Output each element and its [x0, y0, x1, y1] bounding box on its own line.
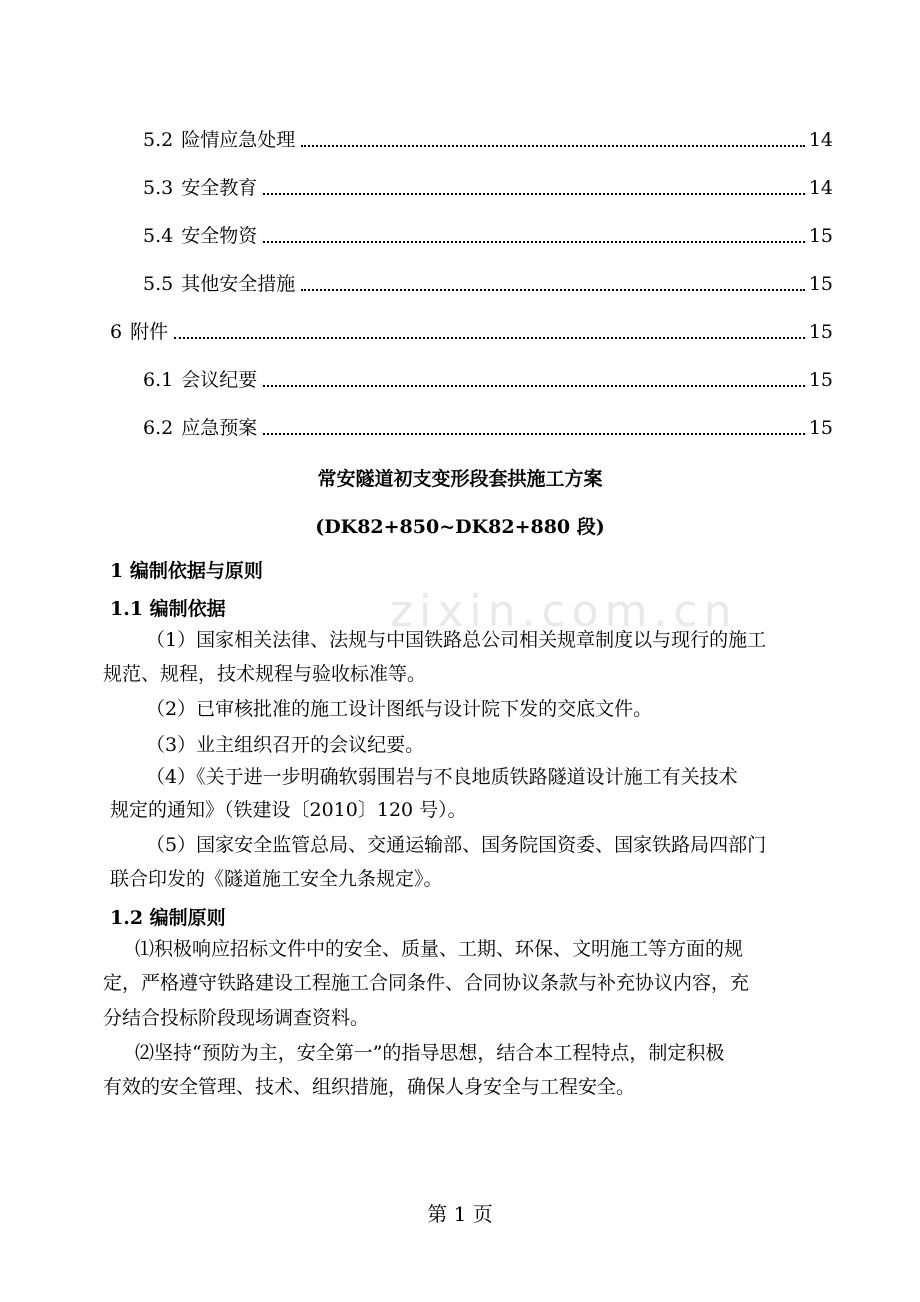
toc-page-number: 15 — [808, 369, 833, 391]
basis-line-8: 联合印发的《隧道施工安全九条规定》。 — [110, 868, 443, 890]
toc-number: 6.1 — [143, 369, 174, 391]
document-title: 常安隧道初支变形段套拱施工方案 — [317, 468, 603, 490]
toc-leader-dots — [263, 192, 805, 195]
basis-line-2: 规范、规程，技术规程与验收标准等。 — [103, 663, 427, 685]
toc-entry-6-1[interactable] — [143, 362, 833, 392]
toc-leader-dots — [263, 384, 805, 387]
document-subtitle: (DK82+850~DK82+880 段) — [315, 516, 605, 538]
toc-title: 其他安全措施 — [181, 273, 296, 295]
toc-title: 安全物资 — [181, 225, 258, 247]
section-heading-1: 1 编制依据与原则 — [110, 560, 263, 582]
section-heading-1-2: 1.2 编制原则 — [110, 907, 226, 929]
principle-line-1: ⑴积极响应招标文件中的安全、质量、工期、环保、文明施工等方面的规 — [135, 938, 744, 960]
toc-title: 险情应急处理 — [181, 129, 296, 151]
toc-title: 应急预案 — [181, 417, 258, 439]
basis-line-5: （4）《关于进一步明确软弱围岩与不良地质铁路隧道设计施工有关技术 — [146, 766, 738, 788]
toc-leader-dots — [263, 240, 805, 243]
toc-page-number: 15 — [808, 273, 833, 295]
toc-leader-dots — [263, 432, 805, 435]
basis-line-1: （1）国家相关法律、法规与中国铁路总公司相关规章制度以与现行的施工 — [146, 629, 767, 651]
toc-title: 会议纪要 — [181, 369, 258, 391]
toc-entry-5-5[interactable] — [143, 266, 833, 296]
toc-leader-dots — [174, 336, 805, 339]
basis-line-4: （3）业主组织召开的会议纪要。 — [146, 734, 425, 756]
toc-number: 6 — [110, 321, 123, 343]
toc-entry-5-4[interactable] — [143, 218, 833, 248]
principle-line-2: 定，严格遵守铁路建设工程施工合同条件、合同协议条款与补充协议内容，充 — [103, 972, 750, 994]
principle-line-5: 有效的安全管理、技术、组织措施，确保人身安全与工程安全。 — [103, 1076, 636, 1098]
watermark: zixin.com.cn — [390, 586, 738, 637]
principle-line-4: ⑵坚持“预防为主，安全第一”的指导思想，结合本工程特点，制定积极 — [135, 1042, 725, 1064]
toc-entry-5-2[interactable] — [143, 122, 833, 152]
toc-title: 安全教育 — [181, 177, 258, 199]
toc-number: 5.2 — [143, 129, 174, 151]
page-footer: 第 1 页 — [427, 1202, 493, 1226]
basis-line-6: 规定的通知》（铁建设〔2010〕120 号）。 — [110, 799, 467, 821]
toc-title: 附件 — [130, 321, 169, 343]
toc-number: 6.2 — [143, 417, 174, 439]
toc-number: 5.4 — [143, 225, 174, 247]
toc-leader-dots — [301, 144, 805, 147]
toc-page-number: 15 — [808, 321, 833, 343]
toc-leader-dots — [301, 288, 805, 291]
toc-page-number: 15 — [808, 417, 833, 439]
toc-page-number: 15 — [808, 225, 833, 247]
basis-line-7: （5）国家安全监管总局、交通运输部、国务院国资委、国家铁路局四部门 — [146, 834, 767, 856]
principle-line-3: 分结合投标阶段现场调查资料。 — [103, 1007, 370, 1029]
toc-number: 5.3 — [143, 177, 174, 199]
section-heading-1-1: 1.1 编制依据 — [110, 598, 226, 620]
toc-number: 5.5 — [143, 273, 174, 295]
toc-page-number: 14 — [808, 129, 833, 151]
toc-page-number: 14 — [808, 177, 833, 199]
basis-line-3: （2）已审核批准的施工设计图纸与设计院下发的交底文件。 — [146, 698, 653, 720]
toc-entry-6[interactable] — [110, 314, 833, 344]
toc-entry-5-3[interactable] — [143, 170, 833, 200]
toc-entry-6-2[interactable] — [143, 410, 833, 440]
